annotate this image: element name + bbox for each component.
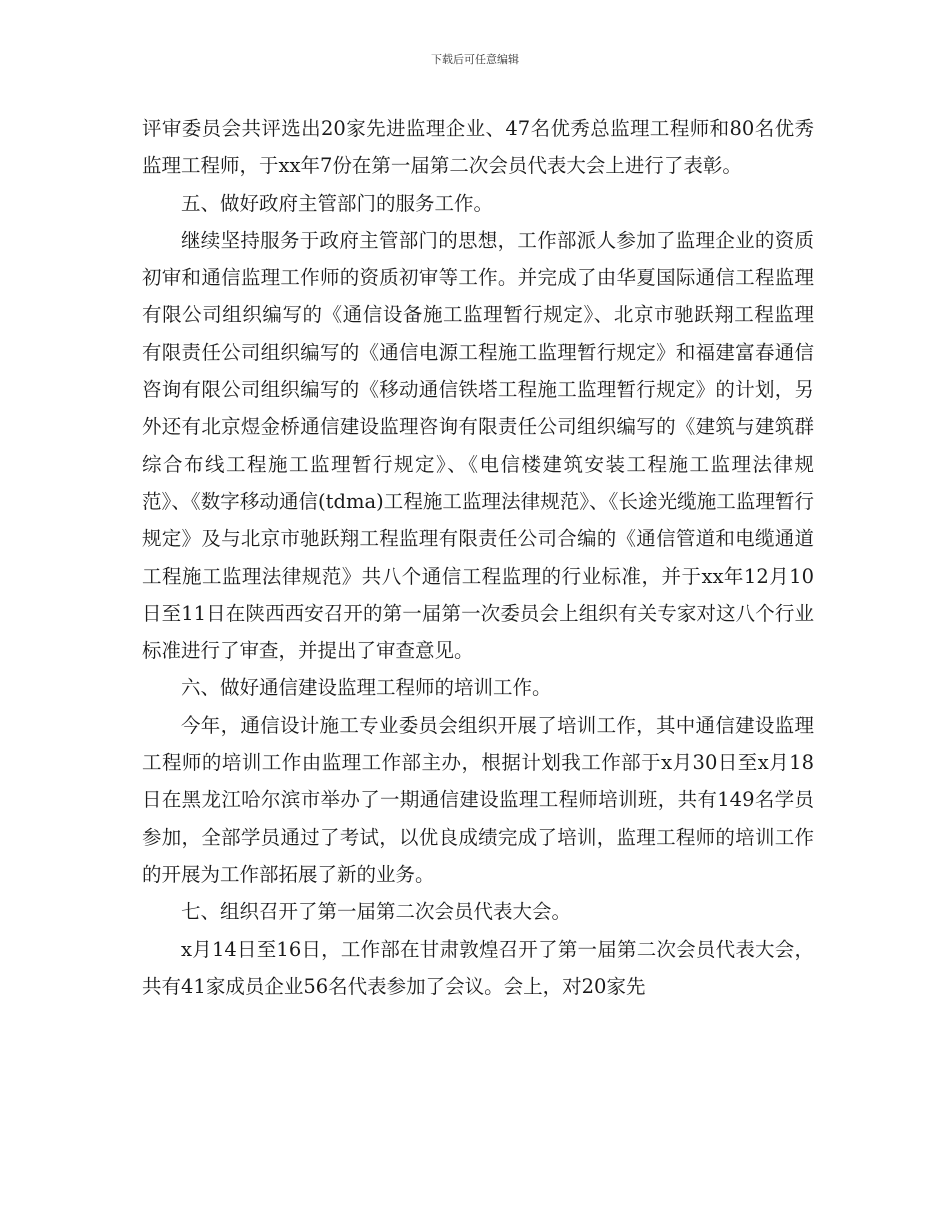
paragraph-congress: x月14日至16日，工作部在甘肃敦煌召开了第一届第二次会员代表大会，共有41家成员企业56名代表参加了会议。会上，对20家先 [142, 937, 814, 998]
document-body [142, 110, 814, 1005]
section-heading-government-service: 五、做好政府主管部门的服务工作。 [181, 191, 494, 215]
section-heading-congress: 七、组织召开了第一届第二次会员代表大会。 [181, 900, 572, 924]
paragraph-government-service: 继续坚持服务于政府主管部门的思想，工作部派人参加了监理企业的资质初审和通信监理工作师的资质初审等工作。并完成了由华夏国际通信工程监理有限公司组织编写的《通信设备施工监理暂行规定》、北京市驰跃翔工程监理有限责任公司组织编写的《通信电源工程施工监理暂行规定》和福建富春通信咨询有限公司组织编写的《移动通信铁塔工程施工监理暂行规定》的计划，另外还有北京煜金桥通信建设监理咨询有限责任公司组织编写的《建筑与建筑群综合布线工程施工监理暂行规定》、《电信楼建筑安装工程施工监理法律规范》、《数字移动通信(tdma)工程施工监理法律规范》、《长途光缆施工监理暂行规定》及与北京市驰跃翔工程监理有限责任公司合编的《通信管道和电缆通道工程施工监理法律规范》共八个通信工程监理的行业标准，并于xx年12月10日至11日在陕西西安召开的第一届第一次委员会上组织有关专家对这八个行业标准进行了审查，并提出了审查意见。 [142, 228, 814, 663]
paragraph-awards: 评审委员会共评选出20家先进监理企业、47名优秀总监理工程师和80名优秀监理工程师，于xx年7份在第一届第二次会员代表大会上进行了表彰。 [142, 117, 814, 178]
paragraph-training: 今年，通信设计施工专业委员会组织开展了培训工作，其中通信建设监理工程师的培训工作由监理工作部主办，根据计划我工作部于x月30日至x月18日在黑龙江哈尔滨市举办了一期通信建设监理工程师培训班，共有149名学员参加，全部学员通过了考试，以优良成绩完成了培训，监理工程师的培训工作的开展为工作部拓展了新的业务。 [142, 713, 814, 886]
page-header: 下载后可任意编辑 [431, 53, 519, 66]
section-heading-training: 六、做好通信建设监理工程师的培训工作。 [181, 676, 552, 700]
